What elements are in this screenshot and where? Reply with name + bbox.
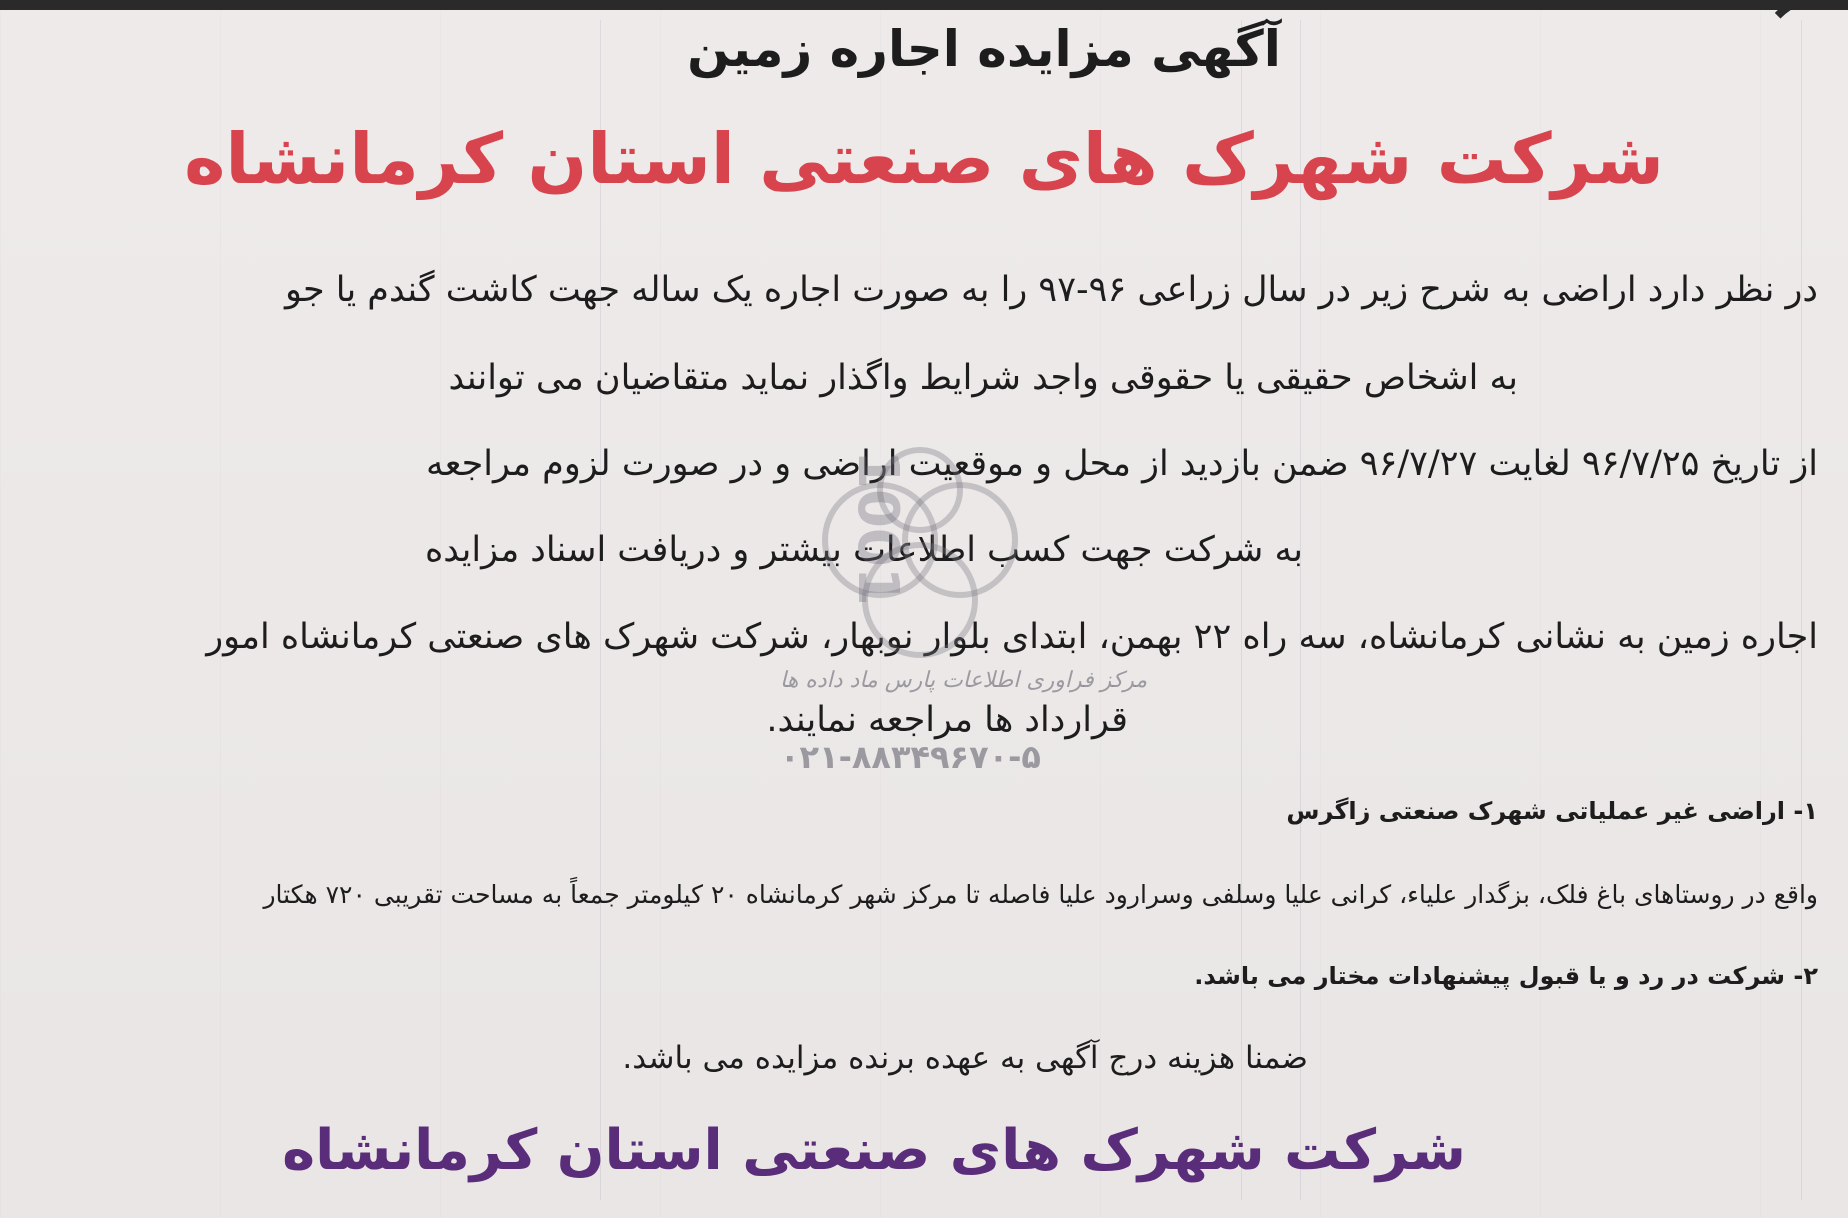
body-line-2: به اشخاص حقیقی یا حقوقی واجد شرایط واگذار نماید متقاضیان می توانند — [448, 358, 1518, 398]
top-rule — [0, 0, 1848, 10]
item-1-text: واقع در روستاهای باغ فلک، بزگدار علیاء، کرانی علیا وسلفی وسرارود علیا فاصله تا مرکز شهر کرمانشاه ۲۰ کیلومتر جمعاً به مساحت تقریبی ۷۲۰ هکتار — [263, 880, 1818, 909]
notice-title: آگهی مزایده اجاره زمین — [687, 20, 1281, 78]
watermark-phone: ۰۲۱-۸۸۳۴۹۶۷۰-۵ — [780, 738, 1041, 776]
footer-note: ضمنا هزینه درج آگهی به عهده برنده مزایده می باشد. — [622, 1040, 1308, 1076]
item-2-heading: ۲- شرکت در رد و یا قبول پیشنهادات مختار می باشد. — [1194, 962, 1818, 990]
body-line-4: به شرکت جهت کسب اطلاعات بیشتر و دریافت اسناد مزایده — [424, 530, 1303, 570]
body-line-3: از تاریخ ۹۶/۷/۲۵ لغایت ۹۶/۷/۲۷ ضمن بازدید از محل و موقعیت اراضی و در صورت لزوم مراجعه — [425, 444, 1818, 484]
company-title: شرکت شهرک های صنعتی استان کرمانشاه — [184, 118, 1664, 200]
watermark-caption: مرکز فراوری اطلاعات پارس ماد داده ها — [780, 668, 1148, 693]
body-line-6: قرارداد ها مراجعه نمایند. — [766, 700, 1128, 740]
item-1-heading: ۱- اراضی غیر عملیاتی شهرک صنعتی زاگرس — [1286, 797, 1818, 825]
watermark-logo-text: 1001 — [845, 450, 910, 606]
footer-company-name: شرکت شهرک های صنعتی استان کرمانشاه — [282, 1118, 1466, 1183]
body-line-1: در نظر دارد اراضی به شرح زیر در سال زراعی ۹۶-۹۷ را به صورت اجاره یک ساله جهت کاشت گندم یا جو — [284, 270, 1818, 310]
body-line-5: اجاره زمین به نشانی کرمانشاه، سه راه ۲۲ بهمن، ابتدای بلوار نوبهار، شرکت شهرک های صنعتی کرمانشاه امور — [206, 617, 1818, 657]
